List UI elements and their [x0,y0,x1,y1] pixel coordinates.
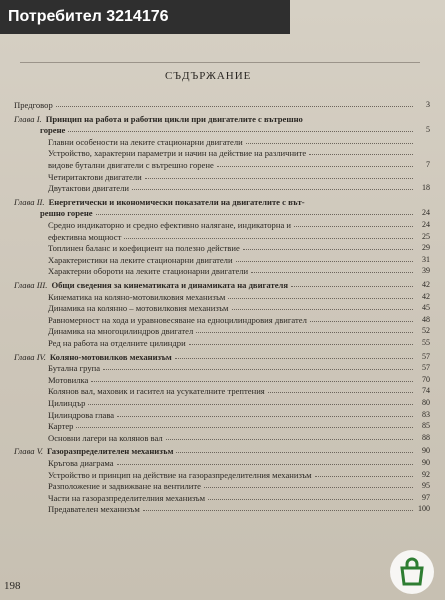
entry-label: Топлинен баланс и коефициент на полезно действие [48,243,240,254]
toc-entry [48,301,430,313]
chapter-number: Глава V. [14,446,43,457]
page-ref: 83 [422,409,430,419]
entry-label: Цилиндър [48,398,86,408]
leader-dots [251,271,413,273]
page-ref: 25 [422,231,430,241]
leader-dots [246,142,413,144]
page-ref: 52 [422,326,430,336]
page-ref: 55 [422,338,430,347]
entry-label: Четиритактови двигатели [48,171,142,182]
page-ref: 48 [422,314,430,324]
entry-label: Средно индикаторно и средно ефективно налягане, индикаторна и [48,220,292,230]
page-ref: 45 [422,303,430,313]
toc-entry [48,396,430,408]
leader-dots [103,368,413,370]
leader-dots [268,391,413,393]
page-ref: 90 [422,446,430,456]
toc-entry [48,158,430,170]
leader-dots [291,285,413,287]
entry-label: Части на газоразпределителния механизъм [48,492,206,503]
chapter-title-cont: решно горене [40,208,93,219]
page-ref: 88 [422,432,430,442]
leader-dots [175,357,413,359]
leader-dots [76,426,413,428]
leader-dots [91,380,413,382]
page-ref: 90 [422,458,430,467]
leader-dots [232,308,414,310]
page-ref: 95 [422,481,430,491]
page-ref: 70 [422,374,430,384]
toc-entry [48,253,430,265]
chapter-heading [14,444,430,456]
leader-dots [217,165,413,167]
entry-label: Характерни обороти на леките стационарни двигатели [48,266,249,277]
chapter-heading [14,195,430,207]
toc-entry [48,468,430,480]
toc-entry [48,479,430,491]
toc-entry [48,230,430,242]
entry-label: Двутактови двигатели [48,183,130,194]
page-ref: 57 [422,363,430,373]
leader-dots [166,438,413,440]
leader-dots [243,248,413,250]
page-ref: 29 [422,243,430,253]
chapter-title: Енергетически и икономически показатели на двигателите с вът- [48,196,305,207]
leader-dots [315,475,413,477]
entry-label: Устройство, характерни параметри и начин на действие на различните [48,148,307,159]
entry-label: Колянов вал, маховик и гасител на усукателните трептения [48,386,265,397]
leader-dots [117,463,413,465]
page-ref: 24 [422,220,430,229]
toc-entry [48,290,430,302]
entry-label: Предавателен механизъм [48,504,140,515]
toc-entry [48,218,430,230]
page-ref: 31 [422,254,430,264]
page-ref: 97 [422,492,430,502]
toc-entry [48,502,430,514]
page-ref: 92 [422,469,430,479]
chapter-number: Глава IV. [14,351,46,362]
page-ref: 5 [426,125,430,135]
page-title: СЪДЪРЖАНИЕ [165,70,252,82]
entry-label: Картер [48,421,74,432]
chapter-heading [14,350,430,362]
chapter-heading [14,112,430,124]
toc-entry [48,264,430,276]
leader-dots [189,343,413,345]
toc-entry [48,336,430,348]
chapter-number: Глава II. [14,196,45,207]
page-ref: 24 [422,208,430,218]
leader-dots [176,451,413,453]
chapter-title: Общи сведения за кинематиката и динамиката на двигателя [51,280,289,290]
toc-entry [48,373,430,385]
chapter-title: Газоразпределителен механизъм [47,446,174,457]
toc-entry [48,170,430,182]
entry-label: ефективна мощност [48,231,122,242]
entry-label: Мотовилка [48,374,89,385]
entry-label: Разположение и задвижване на вентилите [48,481,201,492]
toc-entry [48,419,430,431]
leader-dots [124,237,413,239]
page-ref: 3 [426,100,430,109]
preface-label: Предговор [14,100,53,110]
entry-label: Кинематика на коляно-мотовилковия механизъм [48,291,226,302]
bag-logo-icon [388,548,436,596]
toc-entry [48,146,430,158]
entry-label: Динамика на многоцилиндров двигател [48,326,194,337]
entry-label: Бутална група [48,363,101,374]
leader-dots [145,177,413,179]
leader-dots [56,105,413,107]
leader-dots [310,320,413,322]
page-ref: 7 [426,160,430,169]
chapter-heading-cont [40,123,430,135]
leader-dots [204,486,413,488]
toc-entry [48,408,430,420]
page-ref: 39 [422,266,430,276]
entry-label: Основни лагери на колянов вал [48,432,163,443]
page-ref: 100 [418,504,430,514]
chapter-title-cont: горене [40,125,66,136]
page-number: 198 [4,580,21,592]
entry-label: Ред на работа на отделните цилиндри [48,338,186,348]
leader-dots [309,153,413,155]
chapter-heading-cont [40,206,430,218]
page-ref: 18 [422,183,430,193]
page-ref: 74 [422,386,430,396]
entry-label: Динамика на колянно – мотовилковия механизъм [48,303,229,314]
toc-entry [48,491,430,503]
toc-entry [48,456,430,468]
chapter-title: Принцип на работа и работни цикли при двигателите с вътрешно [45,113,303,124]
chapter-number: Глава I. [14,113,42,124]
leader-dots [196,331,413,333]
toc-entry [48,135,430,147]
toc-entry [48,241,430,253]
entry-label: видове бутални двигатели с вътрешно горене [48,160,214,170]
leader-dots [294,225,413,227]
entry-label: Цилиндрова глава [48,409,115,420]
banner-text: Потребител 3214176 [8,8,169,25]
chapter-number: Глава III. [14,280,48,290]
page-ref: 57 [422,351,430,361]
leader-dots [236,260,413,262]
page-ref: 42 [422,291,430,301]
toc-entry [48,361,430,373]
page-ref: 42 [422,280,430,289]
toc-entry [48,431,430,443]
leader-dots [143,509,413,511]
entry-label: Кръгова диаграма [48,458,114,468]
leader-dots [132,188,413,190]
leader-dots [68,130,413,132]
toc-entry [48,181,430,193]
chapter-title: Коляно-мотовилков механизъм [49,351,172,362]
toc-preface [14,98,430,110]
leader-dots [228,297,413,299]
entry-label: Характеристики на леките стационарни двигатели [48,254,233,265]
toc-entry [48,313,430,325]
entry-label: Равномерност на хода и уравновесяване на едноцилиндровия двигател [48,314,307,325]
entry-label: Главни особености на леките стационарни двигатели [48,136,243,147]
toc-entry [48,324,430,336]
leader-dots [96,213,413,215]
entry-label: Устройство и принцип на действие на газоразпределителния механизъм [48,469,312,480]
toc-entry [48,384,430,396]
leader-dots [117,415,413,417]
leader-dots [88,403,413,405]
page-ref: 80 [422,398,430,407]
chapter-heading [14,278,430,290]
leader-dots [208,498,413,500]
page-ref: 85 [422,421,430,431]
